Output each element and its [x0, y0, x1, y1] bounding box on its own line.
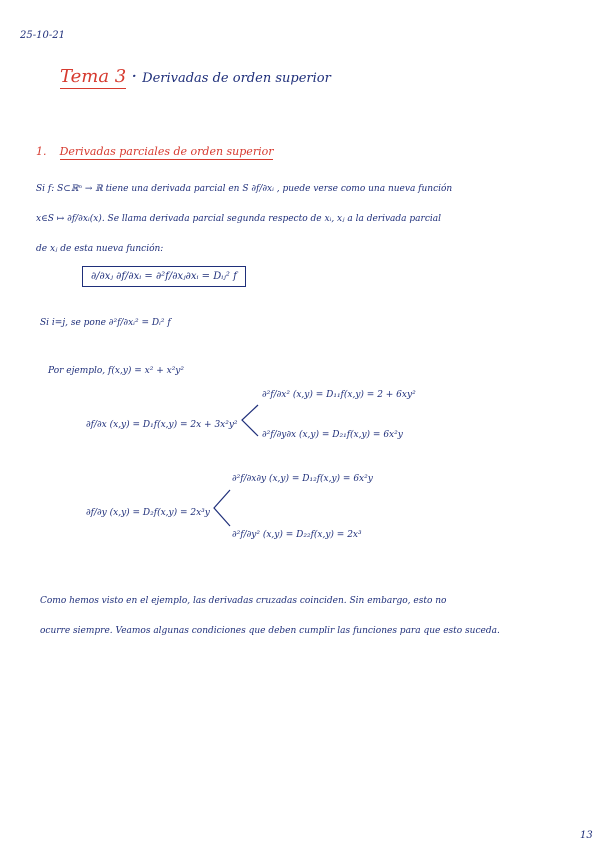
- page-number: 13: [580, 830, 593, 841]
- definition-line-1: Si f: S⊂ℝⁿ → ℝ tiene una derivada parcial en S ∂f/∂xᵢ , puede verse como una nueva función: [36, 184, 453, 194]
- branch-fx: [242, 405, 258, 436]
- title-separator: ·: [131, 66, 138, 87]
- boxed-formula: ∂/∂xⱼ ∂f/∂xᵢ = ∂²f/∂xⱼ∂xᵢ = Dᵢⱼ² f: [82, 266, 246, 287]
- branch-fy: [214, 490, 230, 526]
- example-fyy: ∂²f/∂y² (x,y) = D₂₂f(x,y) = 2x³: [232, 530, 362, 540]
- equal-index-line: Si i=j, se pone ∂²f/∂xᵢ² = Dᵢ² f: [40, 318, 171, 328]
- title-prefix: Tema 3: [60, 66, 127, 87]
- example-fxx: ∂²f/∂x² (x,y) = D₁₁f(x,y) = 2 + 6xy²: [262, 390, 416, 400]
- closing-line-1: Como hemos visto en el ejemplo, las derivadas cruzadas coinciden. Sin embargo, esto no: [40, 596, 447, 606]
- date-stamp: 25-10-21: [20, 30, 65, 41]
- example-fy: ∂f/∂y (x,y) = D₂f(x,y) = 2x³y: [86, 508, 210, 518]
- section-number: 1.: [36, 145, 47, 158]
- section-title: Derivadas parciales de orden superior: [59, 145, 274, 158]
- definition-line-2: x∈S ↦ ∂f/∂xᵢ(x). Se llama derivada parcial segunda respecto de xᵢ, xⱼ a la derivada parcial: [36, 214, 441, 224]
- closing-line-2: ocurre siempre. Veamos algunas condiciones que deben cumplir las funciones para que esto suceda.: [40, 626, 500, 636]
- example-fx: ∂f/∂x (x,y) = D₁f(x,y) = 2x + 3x²y²: [86, 420, 238, 430]
- title-text: Derivadas de orden superior: [142, 71, 331, 86]
- example-fyx: ∂²f/∂y∂x (x,y) = D₂₁f(x,y) = 6x²y: [262, 430, 403, 440]
- example-intro: Por ejemplo, f(x,y) = x² + x²y²: [48, 366, 184, 376]
- definition-line-3: de xⱼ de esta nueva función:: [36, 244, 164, 254]
- example-fxy: ∂²f/∂x∂y (x,y) = D₁₂f(x,y) = 6x²y: [232, 474, 373, 484]
